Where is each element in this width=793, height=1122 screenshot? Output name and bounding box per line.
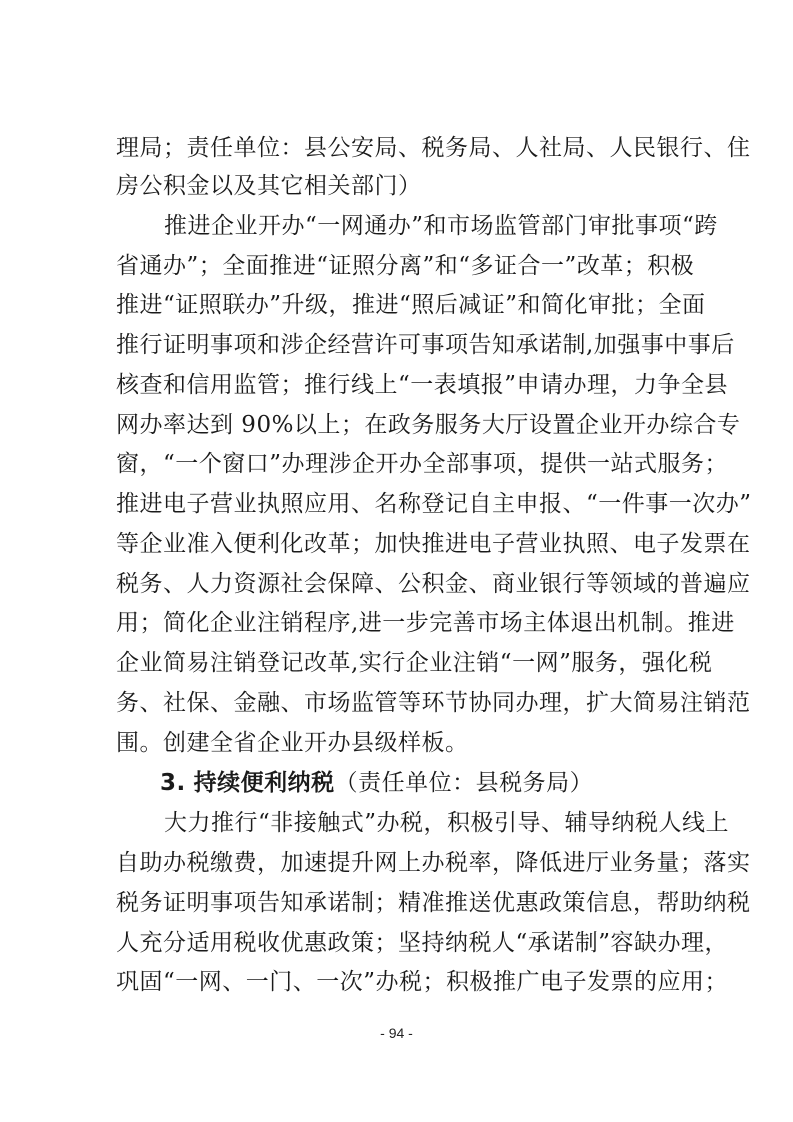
text-line: 推进企业开办“一网通办”和市场监管部门审批事项“跨 bbox=[164, 213, 718, 239]
text-line: 推进电子营业执照应用、名称登记自主申报、“一件事一次办” bbox=[116, 491, 752, 517]
text-line: 窗，“一个窗口”办理涉企开办全部事项，提供一站式服务； bbox=[116, 451, 729, 477]
text-line: 核查和信用监管；推行线上“一表填报”申请办理，力争全县 bbox=[116, 372, 729, 398]
section-heading bbox=[160, 772, 681, 795]
text-line: 税务证明事项告知承诺制；精准推送优惠政策信息，帮助纳税 bbox=[116, 890, 751, 916]
text-line: 人充分适用税收优惠政策；坚持纳税人“承诺制”容缺办理， bbox=[116, 930, 729, 956]
text-line: 巩固“一网、一门、一次”办税；积极推广电子发票的应用； bbox=[116, 969, 729, 995]
text-line: 用；简化企业注销程序,进一步完善市场主体退出机制。推进 bbox=[116, 610, 735, 636]
text-line: 大力推行“非接触式”办税，积极引导、辅导纳税人线上 bbox=[164, 810, 730, 836]
text-line: 理局；责任单位：县公安局、税务局、人社局、人民银行、住 bbox=[116, 135, 751, 161]
text-line: 等企业准入便利化改革；加快推进电子营业执照、电子发票在 bbox=[116, 531, 751, 557]
text-line: 网办率达到 90%以上；在政务服务大厅设置企业开办综合专 bbox=[116, 412, 741, 438]
text-line: 房公积金以及其它相关部门） bbox=[116, 173, 422, 199]
text-line: 税务、人力资源社会保障、公积金、商业银行等领域的普遍应 bbox=[116, 571, 751, 597]
text-line: 围。创建全省企业开办县级样板。 bbox=[116, 730, 469, 756]
text-line: 自助办税缴费，加速提升网上办税率，降低进厅业务量；落实 bbox=[116, 850, 751, 876]
page-number: - 94 - bbox=[380, 1025, 413, 1041]
text-line: 务、社保、金融、市场监管等环节协同办理，扩大简易注销范 bbox=[116, 690, 751, 716]
text-line: 推进“证照联办”升级，推进“照后减证”和简化审批；全面 bbox=[116, 292, 706, 318]
text-line: 省通办”；全面推进“证照分离”和“多证合一”改革；积极 bbox=[116, 253, 695, 279]
text-line: 企业简易注销登记改革,实行企业注销“一网”服务，强化税 bbox=[116, 650, 713, 676]
text-line: 推行证明事项和涉企经营许可事项告知承诺制,加强事中事后 bbox=[116, 332, 735, 358]
section-number: 3. bbox=[160, 770, 186, 796]
section-responsible-note: （责任单位：县税务局） bbox=[334, 770, 594, 796]
section-title: 持续便利纳税 bbox=[193, 770, 335, 796]
